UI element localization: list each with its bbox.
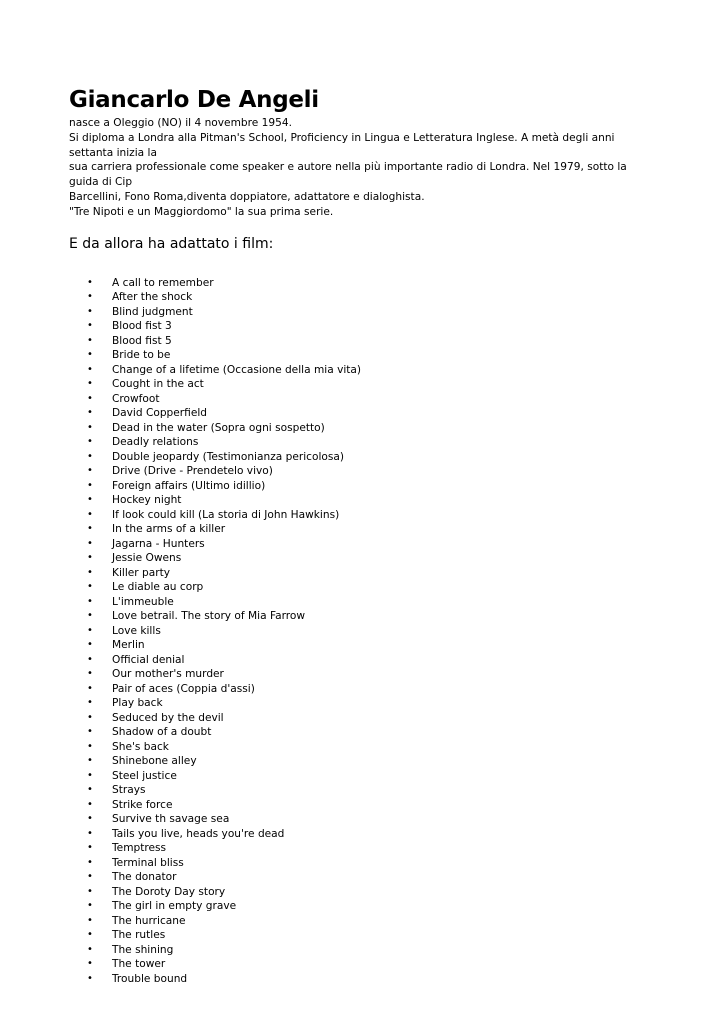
film-list-item (69, 363, 659, 378)
film-list-item (69, 914, 659, 929)
film-title: Killer party (112, 566, 171, 579)
document-page (69, 84, 659, 986)
film-list-item (69, 406, 659, 421)
film-title: Tails you live, heads you're dead (112, 827, 285, 840)
film-list-item (69, 624, 659, 639)
film-title: Our mother's murder (112, 668, 224, 681)
bullet-icon: • (87, 784, 93, 796)
film-list-item (69, 479, 659, 494)
bullet-icon: • (87, 697, 93, 709)
film-title: Trouble bound (112, 972, 188, 985)
film-title: Blind judgment (112, 305, 193, 318)
bio-line: Barcellini, Fono Roma,diventa doppiatore, adattatore e dialoghista. (69, 190, 425, 203)
bullet-icon: • (87, 610, 93, 622)
bullet-icon: • (87, 668, 93, 680)
film-title: Jagarna - Hunters (112, 537, 205, 550)
film-title: Change of a lifetime (Occasione della mia vita) (112, 363, 362, 376)
film-title: Love betrail. The story of Mia Farrow (112, 610, 306, 623)
bullet-icon: • (87, 740, 93, 752)
bullet-icon: • (87, 566, 93, 578)
film-title: Official denial (112, 653, 185, 666)
bullet-icon: • (87, 842, 93, 854)
film-list-item (69, 522, 659, 537)
film-list-item (69, 653, 659, 668)
bullet-icon: • (87, 363, 93, 375)
film-list-item (69, 595, 659, 610)
bio-line: nasce a Oleggio (NO) il 4 novembre 1954. (69, 117, 292, 129)
bio-line: Si diploma a Londra alla Pitman's School, Proficiency in Lingua e Letteratura Inglese. A metà degli anni settanta inizia la (69, 131, 615, 159)
film-title: In the arms of a killer (112, 523, 226, 536)
bullet-icon: • (87, 682, 93, 694)
film-list-item (69, 928, 659, 943)
bio-line: "Tre Nipoti e un Maggiordomo" la sua prima serie. (69, 205, 334, 218)
film-list-item (69, 508, 659, 523)
bullet-icon: • (87, 755, 93, 767)
bullet-icon: • (87, 320, 93, 332)
bullet-icon: • (87, 827, 93, 839)
film-list-item (69, 798, 659, 813)
films-list (69, 276, 659, 987)
film-title: Blood fist 3 (112, 320, 172, 333)
film-title: Jessie Owens (112, 552, 182, 565)
film-title: The hurricane (112, 914, 186, 927)
bullet-icon: • (87, 305, 93, 317)
film-list-item (69, 566, 659, 581)
bullet-icon: • (87, 595, 93, 607)
film-title: Steel justice (112, 769, 177, 782)
film-list-item (69, 943, 659, 958)
film-title: Shinebone alley (112, 755, 197, 768)
film-list-item (69, 827, 659, 842)
bullet-icon: • (87, 450, 93, 462)
bullet-icon: • (87, 972, 93, 984)
film-list-item (69, 305, 659, 320)
film-title: Hockey night (112, 494, 182, 507)
film-title: The donator (112, 871, 177, 884)
film-title: Double jeopardy (Testimonianza pericolosa) (112, 450, 345, 463)
film-list-item (69, 841, 659, 856)
film-title: Love kills (112, 624, 161, 637)
film-list-item (69, 682, 659, 697)
bullet-icon: • (87, 769, 93, 781)
film-title: Strike force (112, 798, 173, 811)
bullet-icon: • (87, 711, 93, 723)
bullet-icon: • (87, 900, 93, 912)
film-list-item (69, 377, 659, 392)
bio-line: sua carriera professionale come speaker e autore nella più importante radio di Londra. Nel 1979, sotto la guida di Cip (69, 161, 627, 189)
film-list-item (69, 769, 659, 784)
film-list-item (69, 464, 659, 479)
film-list-item (69, 392, 659, 407)
film-title: Blood fist 5 (112, 334, 172, 347)
film-title: Crowfoot (112, 392, 160, 405)
film-title: Cought in the act (112, 378, 204, 391)
film-title: She's back (112, 740, 169, 753)
bullet-icon: • (87, 726, 93, 738)
film-title: After the shock (112, 291, 193, 304)
bullet-icon: • (87, 407, 93, 419)
film-title: The tower (112, 958, 166, 971)
bullet-icon: • (87, 436, 93, 448)
film-title: Seduced by the devil (112, 711, 224, 724)
film-title: Shadow of a doubt (112, 726, 212, 739)
bullet-icon: • (87, 378, 93, 390)
film-list-item (69, 885, 659, 900)
film-title: Terminal bliss (112, 856, 184, 869)
bullet-icon: • (87, 856, 93, 868)
bullet-icon: • (87, 494, 93, 506)
film-title: David Copperfield (112, 407, 208, 420)
bullet-icon: • (87, 624, 93, 636)
film-list-item (69, 783, 659, 798)
bullet-icon: • (87, 639, 93, 651)
film-title: Drive (Drive - Prendetelo vivo) (112, 465, 273, 478)
bullet-icon: • (87, 581, 93, 593)
film-title: A call to remember (112, 276, 214, 289)
bullet-icon: • (87, 479, 93, 491)
films-subheading: E da allora ha adattato i film: (69, 235, 274, 252)
film-list-item (69, 870, 659, 885)
bullet-icon: • (87, 914, 93, 926)
film-list-item (69, 754, 659, 769)
bullet-icon: • (87, 885, 93, 897)
film-title: Survive th savage sea (112, 813, 230, 826)
document-title: Giancarlo De Angeli (69, 87, 319, 113)
bullet-icon: • (87, 276, 93, 288)
film-list-item (69, 740, 659, 755)
film-list-item (69, 957, 659, 972)
film-title: Temptress (112, 842, 167, 855)
film-list-item (69, 348, 659, 363)
film-title: Strays (112, 784, 146, 797)
film-list-item (69, 421, 659, 436)
film-list-item (69, 725, 659, 740)
bullet-icon: • (87, 653, 93, 665)
bullet-icon: • (87, 392, 93, 404)
bullet-icon: • (87, 871, 93, 883)
bullet-icon: • (87, 958, 93, 970)
bullet-icon: • (87, 334, 93, 346)
film-list-item (69, 435, 659, 450)
film-title: Play back (112, 697, 163, 710)
film-list-item (69, 319, 659, 334)
film-title: The girl in empty grave (112, 900, 237, 913)
film-list-item (69, 551, 659, 566)
film-title: Deadly relations (112, 436, 199, 449)
film-list-item (69, 812, 659, 827)
bullet-icon: • (87, 508, 93, 520)
film-list-item (69, 667, 659, 682)
film-list-item (69, 899, 659, 914)
film-title: L'immeuble (112, 595, 174, 608)
film-list-item (69, 638, 659, 653)
film-list-item (69, 696, 659, 711)
bullet-icon: • (87, 929, 93, 941)
bullet-icon: • (87, 552, 93, 564)
film-title: If look could kill (La storia di John Hawkins) (112, 508, 340, 521)
film-list-item (69, 972, 659, 987)
bullet-icon: • (87, 798, 93, 810)
bullet-icon: • (87, 813, 93, 825)
film-list-item (69, 493, 659, 508)
film-list-item (69, 290, 659, 305)
bullet-icon: • (87, 943, 93, 955)
film-title: The Doroty Day story (112, 885, 226, 898)
film-title: Dead in the water (Sopra ogni sospetto) (112, 421, 325, 434)
bullet-icon: • (87, 291, 93, 303)
film-list-item (69, 276, 659, 291)
film-list-item (69, 609, 659, 624)
bullet-icon: • (87, 349, 93, 361)
film-title: Le diable au corp (112, 581, 204, 594)
film-title: The shining (112, 943, 174, 956)
film-list-item (69, 856, 659, 871)
bullet-icon: • (87, 537, 93, 549)
film-list-item (69, 580, 659, 595)
biography-paragraph (69, 116, 659, 220)
film-title: The rutles (112, 929, 166, 942)
bullet-icon: • (87, 523, 93, 535)
film-list-item (69, 711, 659, 726)
film-title: Bride to be (112, 349, 171, 362)
film-list-item (69, 334, 659, 349)
bullet-icon: • (87, 465, 93, 477)
film-list-item (69, 537, 659, 552)
film-title: Foreign affairs (Ultimo idillio) (112, 479, 266, 492)
film-title: Merlin (112, 639, 145, 652)
bullet-icon: • (87, 421, 93, 433)
film-list-item (69, 450, 659, 465)
film-title: Pair of aces (Coppia d'assi) (112, 682, 255, 695)
